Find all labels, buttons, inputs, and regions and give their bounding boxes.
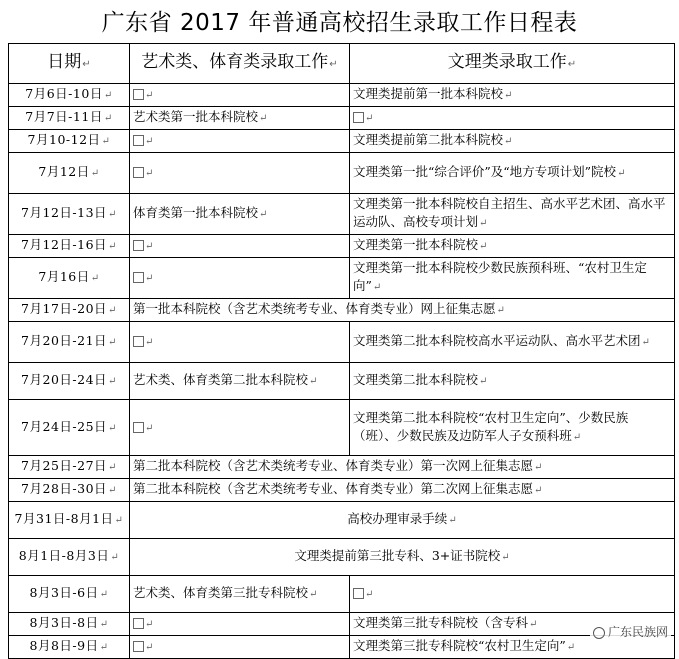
date-cell-text: 8月1日-8月3日	[18, 548, 110, 563]
table-row	[9, 322, 675, 363]
date-cell-text: 7月28日-30日	[21, 481, 108, 496]
art-cell-text: 艺术类第一批本科院校	[133, 109, 259, 124]
science-cell: 文理类第二批本科院校↵	[350, 363, 675, 400]
science-cell: ↵	[350, 107, 675, 130]
date-cell-text: 7月25日-27日	[21, 458, 108, 473]
date-cell: 7月17日-20日↵	[9, 299, 130, 322]
date-cell-text: 7月24日-25日	[21, 418, 108, 434]
science-cell-text: 文理类提前第一批本科院校	[353, 86, 504, 101]
date-cell-text: 7月31日-8月1日	[14, 511, 114, 526]
science-cell-text: 文理类第一批本科院校自主招生、高水平艺术团、高水平运动队、高校专项计划	[353, 196, 666, 229]
table-row	[9, 153, 675, 194]
art-cell: 艺术类、体育类第二批本科院校↵	[130, 363, 350, 400]
science-cell: 文理类第二批本科院校高水平运动队、高水平艺术团↵	[350, 322, 675, 363]
table-row	[9, 576, 675, 613]
art-cell: ↵	[130, 235, 350, 258]
art-cell: ↵	[130, 322, 350, 363]
science-cell: 文理类第一批本科院校↵	[350, 235, 675, 258]
date-cell: 7月31日-8月1日↵	[9, 502, 130, 539]
science-cell: ↵	[350, 576, 675, 613]
page-title: 广东省 2017 年普通高校招生录取工作日程表	[101, 10, 578, 36]
art-cell: ↵	[130, 258, 350, 299]
empty-cell-box	[133, 641, 144, 652]
merged-cell-text: 第二批本科院校（含艺术类统考专业、体育类专业）第一次网上征集志愿	[133, 458, 534, 473]
art-cell: ↵	[130, 84, 350, 107]
table-row	[9, 258, 675, 299]
date-cell: 7月28日-30日↵	[9, 479, 130, 502]
date-cell: 7月24日-25日↵	[9, 400, 130, 456]
science-cell: 文理类提前第二批本科院校↵	[350, 130, 675, 153]
date-cell-text: 7月17日-20日	[21, 301, 108, 316]
empty-cell-box	[133, 422, 144, 433]
date-cell-text: 7月20日-21日	[21, 333, 108, 348]
table-row	[9, 613, 675, 636]
merged-cell-text: 文理类提前第三批专科、3+证书院校	[294, 548, 501, 563]
date-cell: 7月16日↵	[9, 258, 130, 299]
science-cell-text: 文理类第一批“综合评价”及“地方专项计划”院校	[353, 164, 617, 179]
art-cell-text: 艺术类、体育类第三批专科院校	[133, 585, 309, 600]
table-row	[9, 456, 675, 479]
empty-cell-box	[133, 135, 144, 146]
science-cell-text: 文理类第三批专科院校“农村卫生定向”	[353, 638, 566, 653]
date-cell: 7月12日↵	[9, 153, 130, 194]
empty-cell-box	[353, 112, 364, 123]
date-cell-text: 7月6日-10日	[25, 86, 103, 101]
merged-cell-text: 第二批本科院校（含艺术类统考专业、体育类专业）第二次网上征集志愿	[133, 481, 534, 496]
science-cell-text: 文理类第一批本科院校	[353, 237, 479, 252]
merged-cell: 第一批本科院校（含艺术类统考专业、体育类专业）网上征集志愿↵	[130, 299, 675, 322]
art-cell-text: 体育类第一批本科院校	[133, 205, 259, 220]
art-cell: ↵	[130, 400, 350, 456]
merged-cell-text: 第一批本科院校（含艺术类统考专业、体育类专业）网上征集志愿	[133, 301, 496, 316]
date-cell: 7月7日-11日↵	[9, 107, 130, 130]
date-cell-text: 8月8日-9日	[29, 638, 99, 653]
empty-cell-box	[353, 588, 364, 599]
science-cell: 文理类第三批专科院校（含专科↵	[350, 613, 675, 636]
empty-cell-box	[133, 89, 144, 100]
table-row	[9, 299, 675, 322]
empty-cell-box	[133, 618, 144, 629]
science-cell: 文理类第三批专科院校“农村卫生定向”↵	[350, 636, 675, 659]
date-cell: 7月20日-24日↵	[9, 363, 130, 400]
header-science: 文理类录取工作↵	[350, 44, 675, 84]
date-cell-text: 7月10-12日	[27, 132, 101, 147]
art-cell: 艺术类第一批本科院校↵	[130, 107, 350, 130]
table-row	[9, 107, 675, 130]
header-art: 艺术类、体育类录取工作↵	[130, 44, 350, 84]
table-row	[9, 479, 675, 502]
science-cell-text: 文理类第一批本科院校少数民族预科班、“农村卫生定向”	[353, 260, 647, 293]
empty-cell-box	[133, 272, 144, 283]
merged-cell: 第二批本科院校（含艺术类统考专业、体育类专业）第二次网上征集志愿↵	[130, 479, 675, 502]
science-cell: 文理类提前第一批本科院校↵	[350, 84, 675, 107]
watermark: 广东民族网	[590, 623, 671, 640]
science-cell-text: 文理类第二批本科院校	[353, 372, 479, 387]
date-cell-text: 8月3日-8日	[29, 615, 99, 630]
date-cell-text: 7月16日	[38, 269, 90, 284]
art-cell: 体育类第一批本科院校↵	[130, 194, 350, 235]
merged-cell: 第二批本科院校（含艺术类统考专业、体育类专业）第一次网上征集志愿↵	[130, 456, 675, 479]
table-row	[9, 502, 675, 539]
science-cell: 文理类第二批本科院校“农村卫生定向”、少数民族（班）、少数民族及边防军人子女预科班↵	[350, 400, 675, 456]
wechat-icon	[593, 627, 605, 639]
merged-cell: 文理类提前第三批专科、3+证书院校↵	[130, 539, 675, 576]
science-cell-text: 文理类第三批专科院校（含专科	[353, 615, 529, 630]
date-cell-text: 8月3日-6日	[29, 585, 99, 600]
table-row	[9, 400, 675, 456]
date-cell: 8月3日-8日↵	[9, 613, 130, 636]
header-date: 日期↵	[9, 44, 130, 84]
art-cell-text: 艺术类、体育类第二批本科院校	[133, 372, 309, 387]
table-row	[9, 363, 675, 400]
science-cell-text: 文理类第二批本科院校“农村卫生定向”、少数民族（班）、少数民族及边防军人子女预科班	[353, 409, 629, 443]
date-cell: 7月10-12日↵	[9, 130, 130, 153]
date-cell-text: 7月12日	[38, 164, 90, 179]
date-cell: 7月12日-13日↵	[9, 194, 130, 235]
date-cell: 8月1日-8月3日↵	[9, 539, 130, 576]
date-cell-text: 7月12日-16日	[21, 237, 108, 252]
art-cell: ↵	[130, 153, 350, 194]
table-row	[9, 194, 675, 235]
date-cell-text: 7月20日-24日	[21, 372, 108, 387]
empty-cell-box	[133, 336, 144, 347]
merged-cell-text: 高校办理审录手续	[347, 511, 448, 526]
date-cell: 7月20日-21日↵	[9, 322, 130, 363]
empty-cell-box	[133, 240, 144, 251]
art-cell: ↵	[130, 613, 350, 636]
merged-cell: 高校办理审录手续↵	[130, 502, 675, 539]
art-cell: ↵	[130, 636, 350, 659]
empty-cell-box	[133, 167, 144, 178]
date-cell: 7月25日-27日↵	[9, 456, 130, 479]
date-cell: 7月12日-16日↵	[9, 235, 130, 258]
table-row	[9, 130, 675, 153]
science-cell: 文理类第一批本科院校少数民族预科班、“农村卫生定向”↵	[350, 258, 675, 299]
table-row	[9, 636, 675, 659]
science-cell: 文理类第一批本科院校自主招生、高水平艺术团、高水平运动队、高校专项计划↵	[350, 194, 675, 235]
science-cell: 文理类第一批“综合评价”及“地方专项计划”院校↵	[350, 153, 675, 194]
art-cell: ↵	[130, 130, 350, 153]
date-cell: 8月8日-9日↵	[9, 636, 130, 659]
schedule-table	[8, 43, 675, 659]
science-cell-text: 文理类提前第二批本科院校	[353, 132, 504, 147]
table-row	[9, 235, 675, 258]
art-cell: 艺术类、体育类第三批专科院校↵	[130, 576, 350, 613]
date-cell-text: 7月7日-11日	[25, 109, 103, 124]
table-row	[9, 539, 675, 576]
table-header-row	[9, 44, 675, 84]
date-cell: 8月3日-6日↵	[9, 576, 130, 613]
date-cell: 7月6日-10日↵	[9, 84, 130, 107]
table-row	[9, 84, 675, 107]
science-cell-text: 文理类第二批本科院校高水平运动队、高水平艺术团	[353, 333, 641, 348]
schedule-rows	[9, 84, 675, 659]
date-cell-text: 7月12日-13日	[21, 205, 108, 220]
